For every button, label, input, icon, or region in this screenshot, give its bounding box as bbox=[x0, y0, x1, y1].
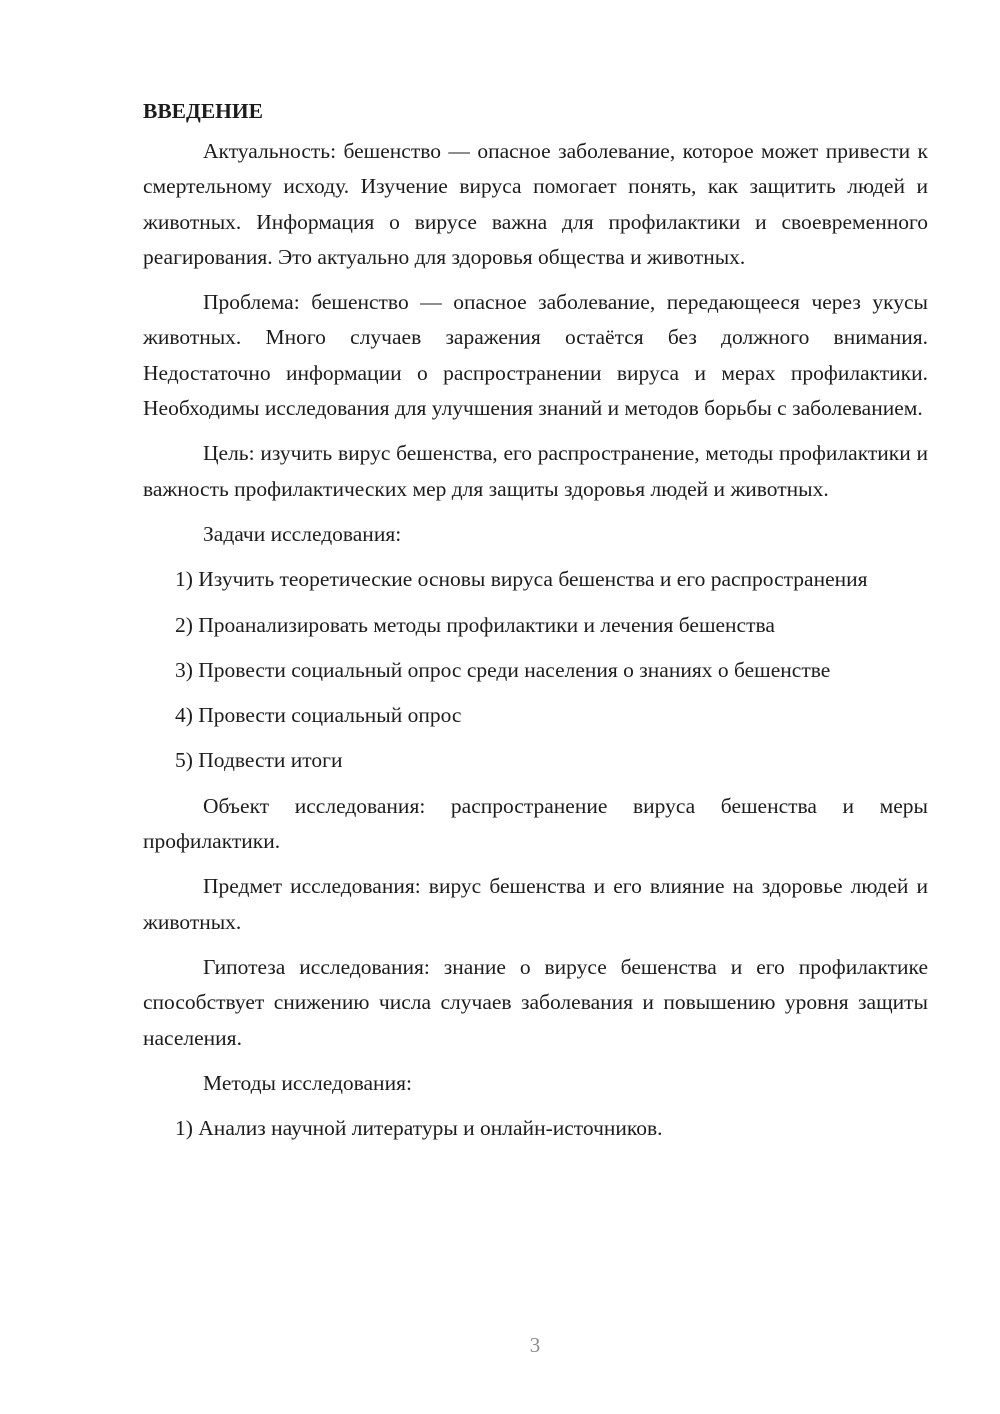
task-item-2: 2) Проанализировать методы профилактики и лечения бешенства bbox=[175, 612, 775, 637]
paragraph-problem: Проблема: бешенство — опасное заболевание, передающееся через укусы животных. Много случаев заражения остаётся без должного внимания. Недостаточно информации о распространении вируса и мерах профилактики. Необходимы исследования для улучшения знаний и методов борьбы с заболеванием. bbox=[143, 290, 928, 421]
page-content bbox=[143, 96, 928, 1156]
paragraph-relevance: Актуальность: бешенство — опасное заболевание, которое может привести к смертельному исходу. Изучение вируса помогает понять, как защитить людей и животных. Информация о вирусе важна для профилактики и своевременного реагирования. Это актуально для здоровья общества и животных. bbox=[143, 139, 928, 269]
method-item-1: 1) Анализ научной литературы и онлайн-источников. bbox=[175, 1116, 663, 1141]
paragraph-subject: Предмет исследования: вирус бешенства и его влияние на здоровье людей и животных. bbox=[143, 874, 928, 934]
task-item-3: 3) Провести социальный опрос среди населения о знаниях о бешенстве bbox=[175, 657, 831, 682]
tasks-heading: Задачи исследования: bbox=[203, 521, 402, 546]
task-item-1: 1) Изучить теоретические основы вируса бешенства и его распространения bbox=[175, 567, 868, 592]
paragraph-hypothesis: Гипотеза исследования: знание о вирусе бешенства и его профилактике способствует снижению числа случаев заболевания и повышению уровня защиты населения. bbox=[143, 954, 928, 1050]
methods-heading: Методы исследования: bbox=[203, 1070, 412, 1095]
task-item-5: 5) Подвести итоги bbox=[175, 748, 343, 773]
paragraph-object: Объект исследования: распространение вируса бешенства и меры профилактики. bbox=[143, 793, 928, 854]
paragraph-goal: Цель: изучить вирус бешенства, его распространение, методы профилактики и важность профилактических мер для защиты здоровья людей и животных. bbox=[143, 441, 928, 501]
page-title: ВВЕДЕНИЕ bbox=[143, 99, 263, 123]
page-number: 3 bbox=[529, 1333, 541, 1357]
task-item-4: 4) Провести социальный опрос bbox=[175, 703, 462, 728]
